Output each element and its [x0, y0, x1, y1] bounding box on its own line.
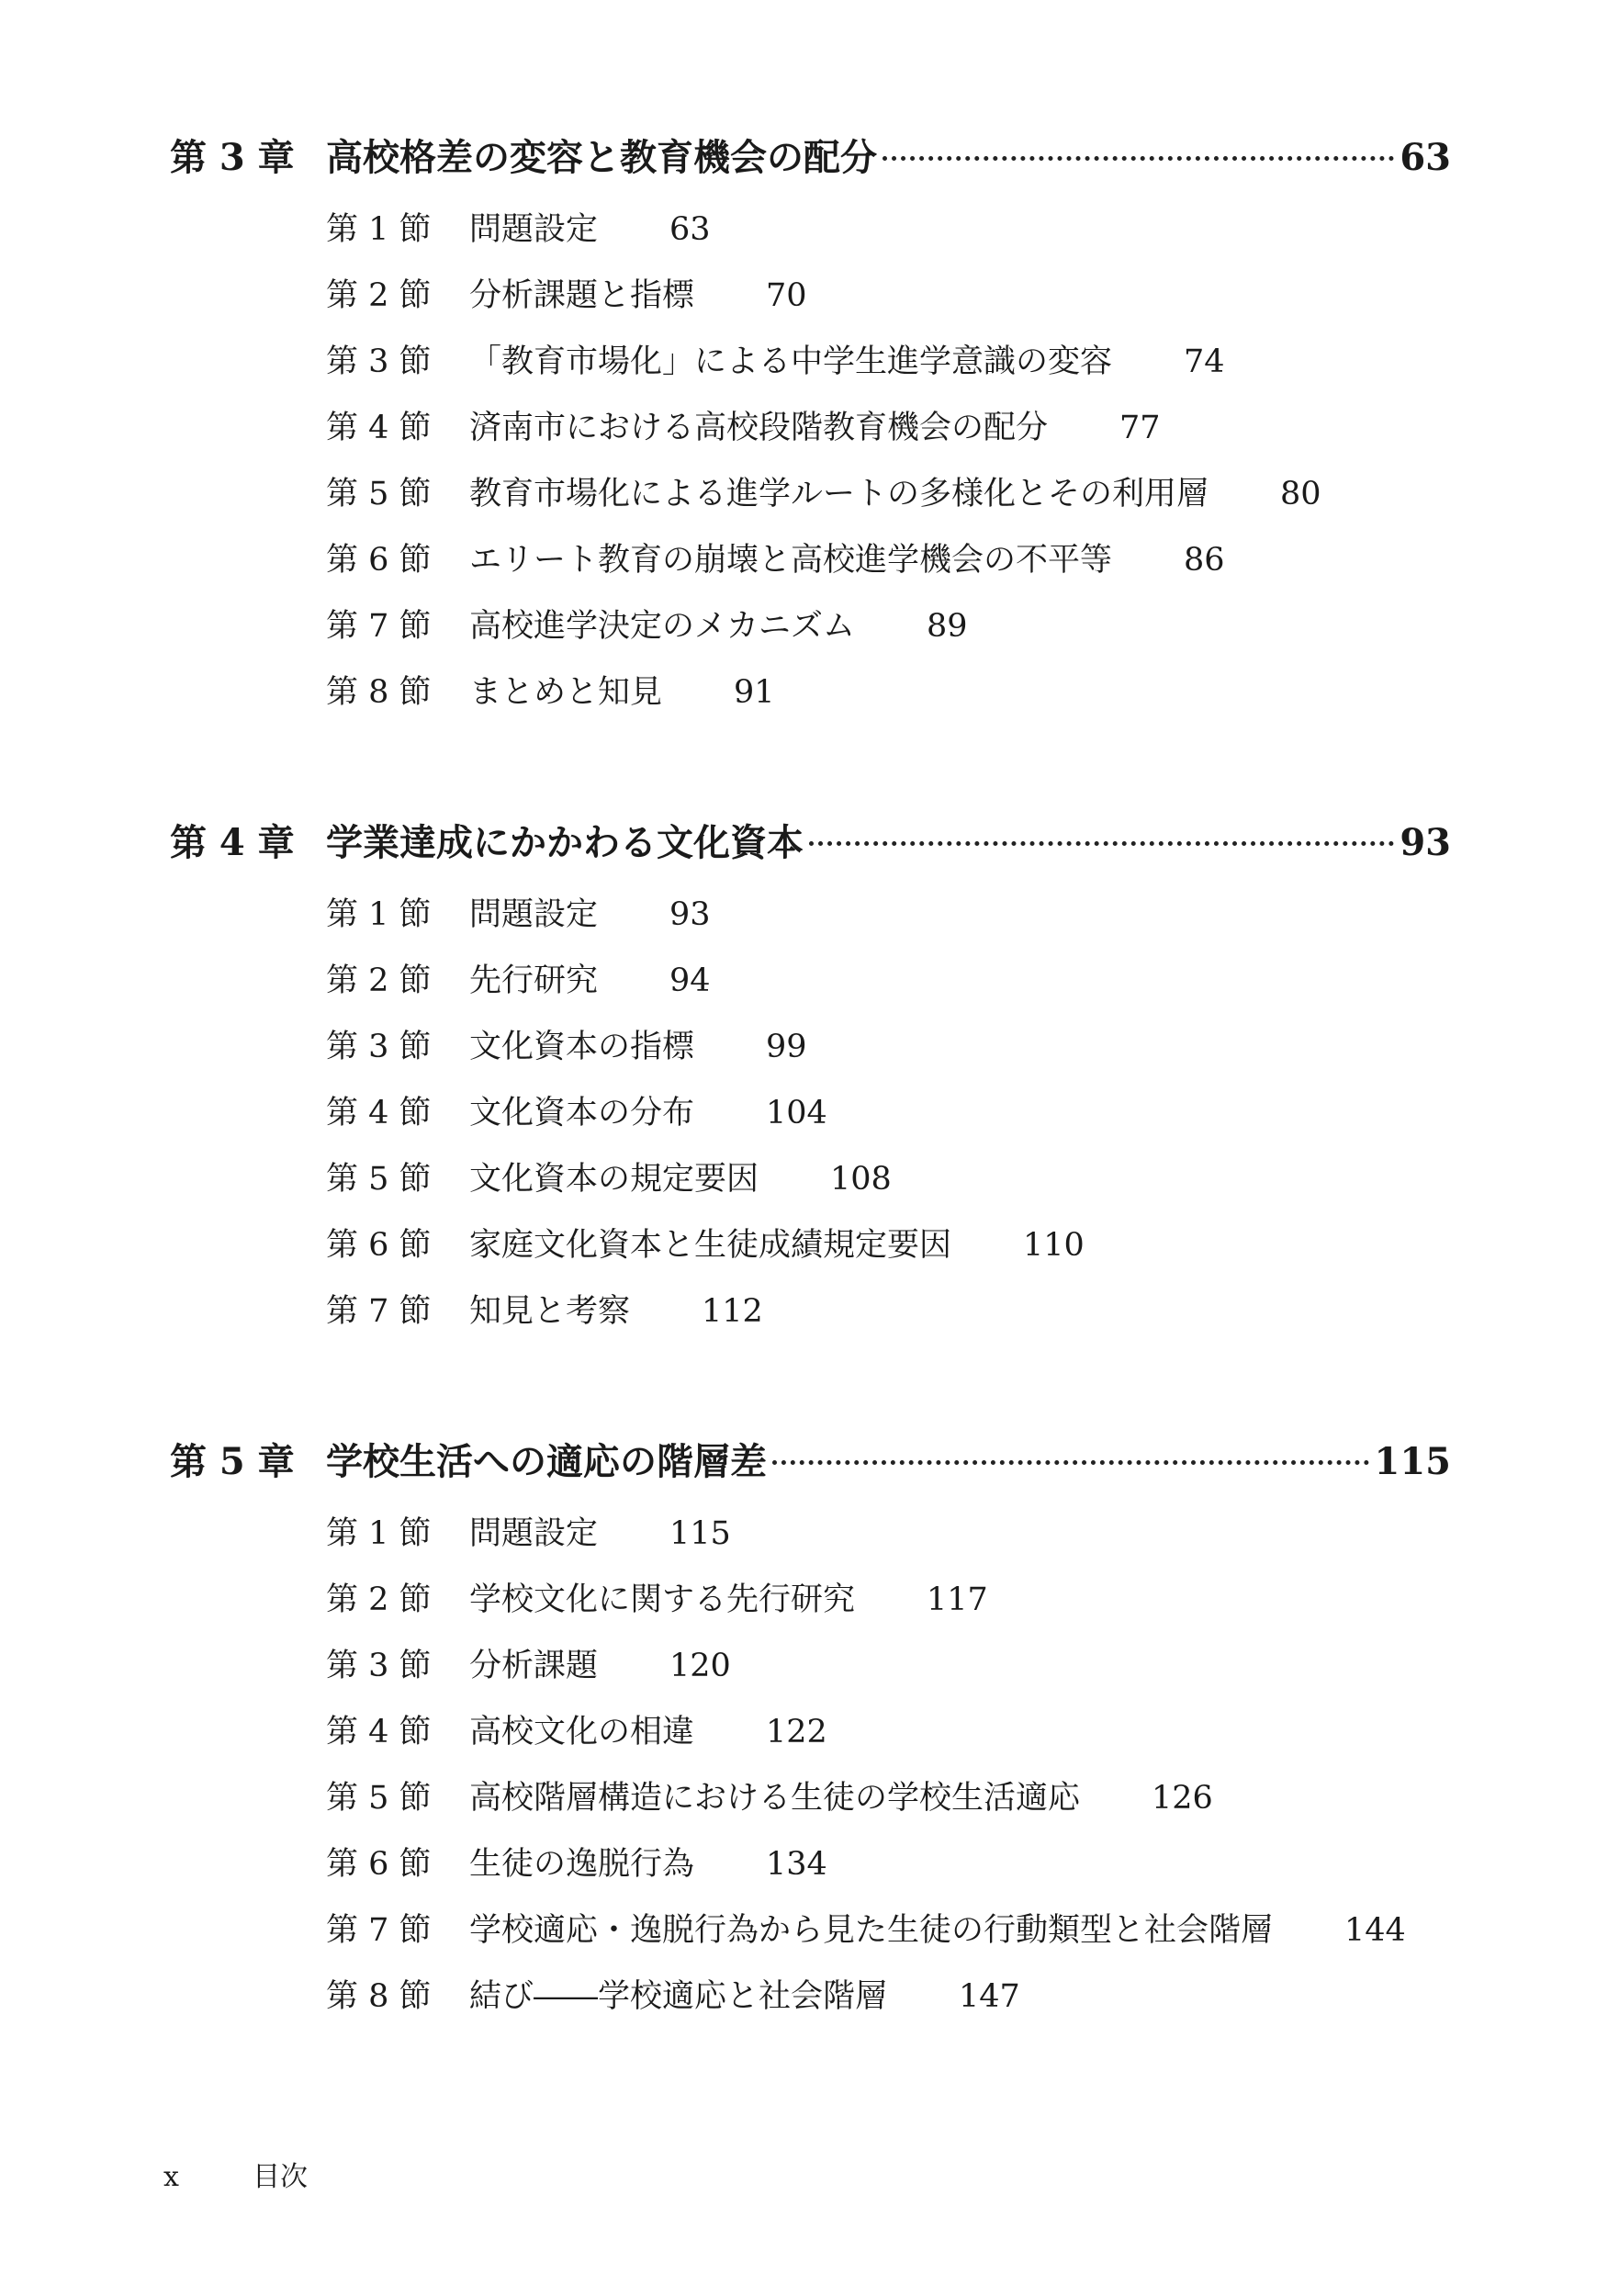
section-page-number: 122	[766, 1714, 827, 1750]
section-page-number: 112	[702, 1293, 763, 1330]
section-number: 第 2 節	[326, 1581, 432, 1618]
running-title: 目次	[253, 2161, 308, 2193]
section-title: 文化資本の指標	[469, 1029, 695, 1065]
section-page-number: 93	[669, 896, 711, 933]
section-entry[interactable]	[326, 197, 1451, 263]
chapter-page-number: 63	[1400, 136, 1451, 179]
section-number: 第 7 節	[326, 1912, 432, 1949]
section-entry[interactable]	[326, 1765, 1451, 1831]
section-title: 分析課題	[469, 1648, 599, 1684]
section-page-number: 117	[927, 1581, 988, 1618]
chapter-title: 学業達成にかかわる文化資本	[326, 821, 804, 864]
section-entry[interactable]	[326, 1501, 1451, 1567]
section-page-number: 126	[1152, 1780, 1213, 1817]
section-title: 高校文化の相違	[469, 1714, 695, 1750]
chapter-title: 高校格差の変容と教育機会の配分	[326, 136, 877, 179]
section-number: 第 3 節	[326, 343, 432, 380]
section-page-number: 110	[1023, 1227, 1085, 1264]
section-page-number: 74	[1184, 343, 1225, 380]
section-entry[interactable]	[326, 395, 1451, 461]
section-page-number: 70	[766, 277, 807, 314]
section-entry[interactable]	[326, 1964, 1451, 2030]
section-entry[interactable]	[326, 1212, 1451, 1278]
chapter-heading[interactable]	[170, 119, 1451, 197]
section-entry[interactable]	[326, 1567, 1451, 1633]
section-page-number: 108	[830, 1161, 892, 1198]
section-entry[interactable]	[326, 1699, 1451, 1765]
table-of-contents	[170, 119, 1451, 2109]
section-number: 第 6 節	[326, 542, 432, 579]
section-number: 第 3 節	[326, 1648, 432, 1684]
chapter-title: 学校生活への適応の階層差	[326, 1440, 767, 1483]
section-number: 第 2 節	[326, 277, 432, 314]
chapter-block	[170, 805, 1451, 1345]
section-title: 家庭文化資本と生徒成績規定要因	[469, 1227, 952, 1264]
section-number: 第 4 節	[326, 410, 432, 446]
section-title: エリート教育の崩壊と高校進学機会の不平等	[469, 542, 1113, 579]
section-title: まとめと知見	[469, 674, 663, 711]
section-title: 問題設定	[469, 211, 599, 248]
section-title: 学校文化に関する先行研究	[469, 1581, 856, 1618]
section-list	[170, 882, 1451, 1345]
section-entry[interactable]	[326, 1633, 1451, 1699]
section-number: 第 7 節	[326, 1293, 432, 1330]
dot-leader	[772, 1455, 1369, 1465]
chapter-page-number: 115	[1374, 1440, 1451, 1483]
section-title: 「教育市場化」による中学生進学意識の変容	[469, 343, 1113, 380]
section-entry[interactable]	[326, 263, 1451, 329]
section-number: 第 2 節	[326, 962, 432, 999]
chapter-number: 第 4 章	[170, 821, 295, 864]
chapter-block	[170, 119, 1451, 726]
section-title: 問題設定	[469, 1515, 599, 1552]
section-page-number: 144	[1344, 1912, 1406, 1949]
section-number: 第 8 節	[326, 674, 432, 711]
section-title: 分析課題と指標	[469, 277, 695, 314]
section-page-number: 115	[669, 1515, 731, 1552]
section-entry[interactable]	[326, 1831, 1451, 1897]
section-page-number: 91	[734, 674, 775, 711]
section-title: 結び――学校適応と社会階層	[469, 1978, 888, 2015]
section-title: 文化資本の規定要因	[469, 1161, 759, 1198]
chapter-page-number: 93	[1400, 821, 1451, 864]
chapter-heading[interactable]	[170, 805, 1451, 882]
section-page-number: 89	[927, 608, 968, 645]
chapter-number: 第 5 章	[170, 1440, 295, 1483]
dot-leader	[883, 151, 1394, 161]
section-entry[interactable]	[326, 1014, 1451, 1080]
section-title: 高校進学決定のメカニズム	[469, 608, 856, 645]
section-number: 第 5 節	[326, 476, 432, 512]
section-entry[interactable]	[326, 461, 1451, 527]
section-title: 問題設定	[469, 896, 599, 933]
section-entry[interactable]	[326, 659, 1451, 726]
section-title: 学校適応・逸脱行為から見た生徒の行動類型と社会階層	[469, 1912, 1274, 1949]
section-title: 文化資本の分布	[469, 1095, 695, 1131]
section-page-number: 86	[1184, 542, 1225, 579]
section-page-number: 99	[766, 1029, 807, 1065]
section-number: 第 1 節	[326, 211, 432, 248]
section-page-number: 77	[1119, 410, 1161, 446]
chapter-number: 第 3 章	[170, 136, 295, 179]
section-title: 済南市における高校段階教育機会の配分	[469, 410, 1049, 446]
section-entry[interactable]	[326, 948, 1451, 1014]
page-number: x	[163, 2161, 179, 2193]
section-number: 第 3 節	[326, 1029, 432, 1065]
section-title: 高校階層構造における生徒の学校生活適応	[469, 1780, 1081, 1817]
section-list	[170, 197, 1451, 726]
section-entry[interactable]	[326, 1080, 1451, 1146]
page-footer	[163, 2154, 308, 2194]
section-title: 先行研究	[469, 962, 599, 999]
chapter-heading[interactable]	[170, 1424, 1451, 1501]
section-entry[interactable]	[326, 882, 1451, 948]
section-page-number: 120	[669, 1648, 731, 1684]
section-number: 第 4 節	[326, 1714, 432, 1750]
section-page-number: 94	[669, 962, 711, 999]
dot-leader	[809, 836, 1394, 846]
section-number: 第 6 節	[326, 1846, 432, 1883]
section-entry[interactable]	[326, 1146, 1451, 1212]
section-page-number: 80	[1280, 476, 1321, 512]
section-number: 第 5 節	[326, 1780, 432, 1817]
section-page-number: 63	[669, 211, 711, 248]
section-list	[170, 1501, 1451, 2030]
section-title: 生徒の逸脱行為	[469, 1846, 695, 1883]
section-entry[interactable]	[326, 1897, 1451, 1964]
section-page-number: 147	[959, 1978, 1020, 2015]
section-title: 知見と考察	[469, 1293, 631, 1330]
section-title: 教育市場化による進学ルートの多様化とその利用層	[469, 476, 1209, 512]
section-number: 第 8 節	[326, 1978, 432, 2015]
chapter-block	[170, 1424, 1451, 2030]
section-number: 第 5 節	[326, 1161, 432, 1198]
section-entry[interactable]	[326, 527, 1451, 593]
section-number: 第 1 節	[326, 1515, 432, 1552]
section-number: 第 6 節	[326, 1227, 432, 1264]
section-number: 第 4 節	[326, 1095, 432, 1131]
section-entry[interactable]	[326, 593, 1451, 659]
section-number: 第 1 節	[326, 896, 432, 933]
section-entry[interactable]	[326, 329, 1451, 395]
section-number: 第 7 節	[326, 608, 432, 645]
section-entry[interactable]	[326, 1278, 1451, 1345]
section-page-number: 104	[766, 1095, 827, 1131]
section-page-number: 134	[766, 1846, 827, 1883]
